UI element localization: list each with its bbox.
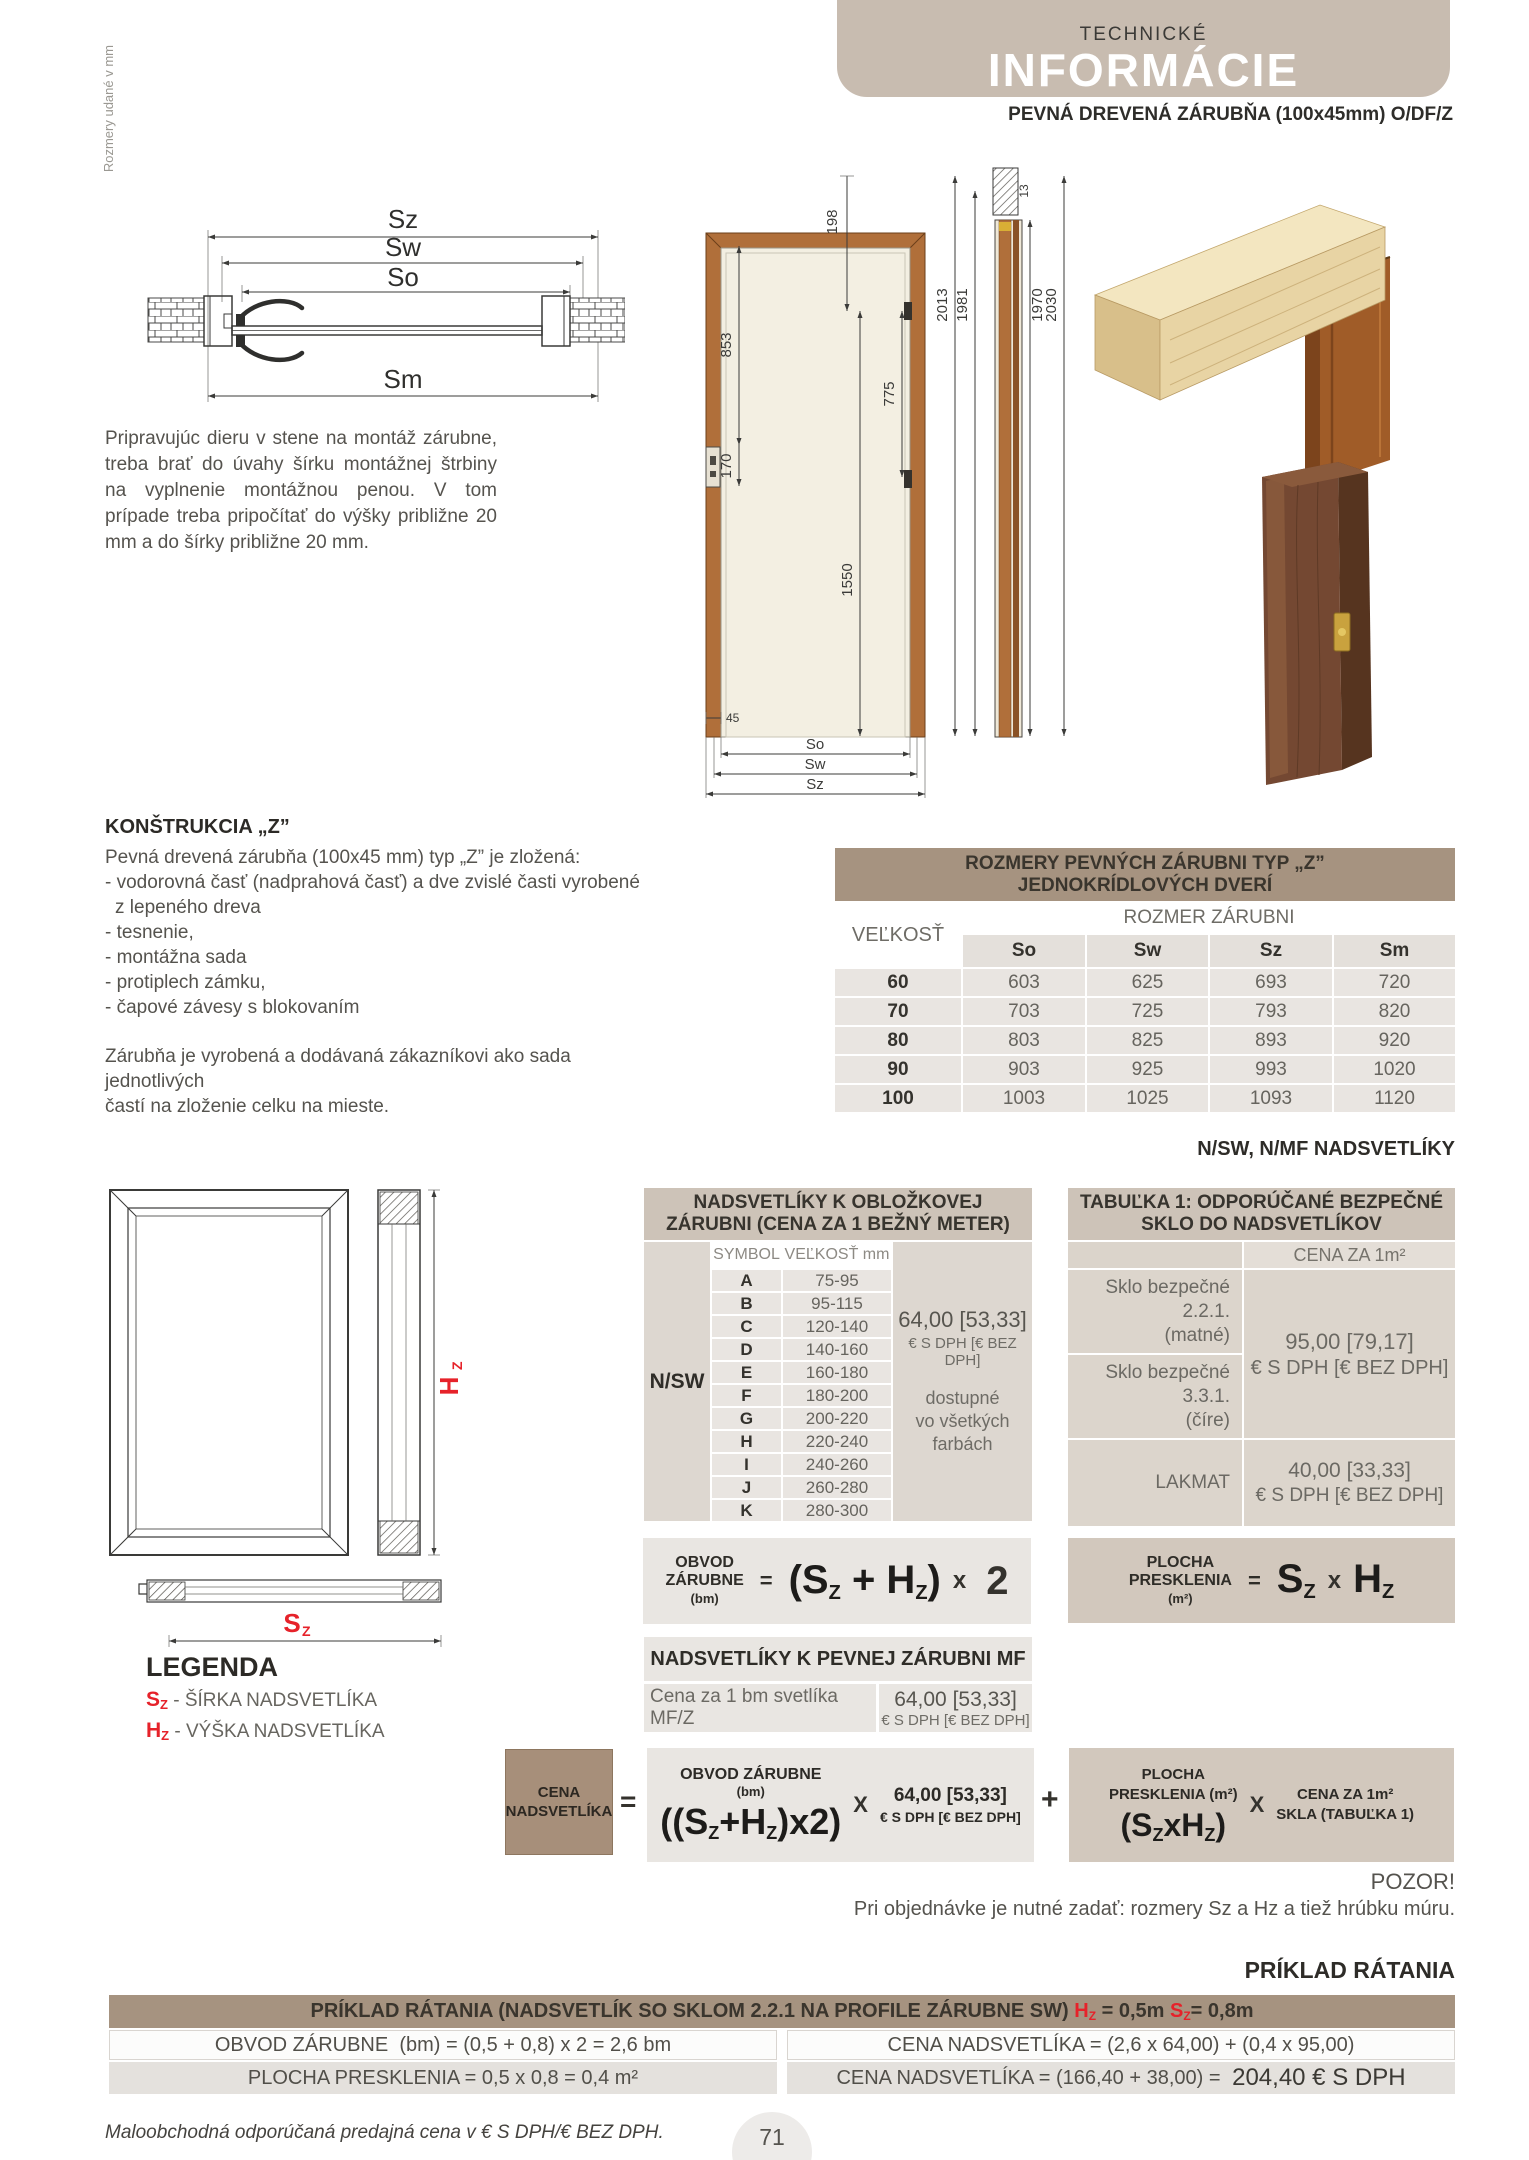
plocha-formula-box <box>1068 1538 1455 1623</box>
wood-render-images <box>1080 185 1460 805</box>
cena-obvod-col <box>660 1766 841 1844</box>
table-cell: 803 <box>963 1027 1085 1054</box>
mf-table-title: NADSVETLÍKY K PEVNEJ ZÁRUBNI MF <box>644 1637 1032 1681</box>
cena-plocha-l2: PRESKLENIA (m²) <box>1108 1785 1238 1803</box>
table-cell: 70 <box>835 998 961 1025</box>
glass-221-note: (matné) <box>1164 1324 1230 1346</box>
formula-sub: Z <box>708 1823 720 1843</box>
table-cell: 903 <box>963 1056 1085 1083</box>
symbol-cell: I <box>712 1454 781 1475</box>
plus-sign: + <box>1041 1783 1059 1816</box>
cena-obvod-l2: (bm) <box>736 1784 765 1799</box>
plocha-label-l1: PLOCHA <box>1146 1553 1215 1571</box>
table-cell: 1020 <box>1334 1056 1455 1083</box>
brick-wall-right <box>570 298 625 342</box>
konstrukcia-line: - tesnenie, <box>105 922 194 943</box>
size-cell: 95-115 <box>783 1293 891 1314</box>
legend-hz-sub: Z <box>161 1728 170 1743</box>
table-cell: 1120 <box>1334 1085 1455 1112</box>
dim-label-sz: Sz <box>387 204 419 234</box>
formula-part: ) <box>1215 1806 1227 1843</box>
size-cell: 200-220 <box>783 1408 891 1429</box>
header-banner <box>837 0 1450 97</box>
legend-sz-sub: Z <box>160 1697 168 1712</box>
priklad-hz-value: = 0,5m <box>1096 2000 1170 2022</box>
section2-heading: N/SW, N/MF NADSVETLÍKY <box>1197 1138 1455 1160</box>
table-cell: 80 <box>835 1027 961 1054</box>
formula-sub: Z <box>1381 1581 1395 1603</box>
symbol-cell: C <box>712 1316 781 1337</box>
table-cell: 100 <box>835 1085 961 1112</box>
konstrukcia-heading: KONŠTRUKCIA „Z” <box>105 816 290 838</box>
dim-label-sw: Sw <box>384 232 422 262</box>
col-header-velkost: VEĽKOSŤ <box>835 903 961 967</box>
tabulka1-title-line1: TABUĽKA 1: ODPORÚČANÉ BEZPEČNÉ <box>1079 1192 1444 1213</box>
glass-331-note: (číre) <box>1185 1409 1230 1431</box>
intro-paragraph: Pripravujúc dieru v stene na montáž zárubne, treba brať do úvahy šírku montážnej štrbiny na vyplnenie montážnou penou. V tom prípade treba pripočítať do výšky približne 20 mm a do šírky približne 20 mm. <box>105 428 497 553</box>
table-cell: 60 <box>835 969 961 996</box>
header-kicker: TECHNICKÉ <box>1079 24 1208 45</box>
col-group-header: ROZMER ZÁRUBNI <box>963 903 1455 933</box>
dim-so: So <box>805 736 825 753</box>
table-cell: 603 <box>963 969 1085 996</box>
lakmat-price: 40,00 [33,33] <box>1288 1459 1411 1482</box>
priklad-cell-plocha: PLOCHA PRESKLENIA = 0,5 x 0,8 = 0,4 m² <box>109 2062 777 2094</box>
price-vat-note: € S DPH [€ BEZ DPH] <box>908 1335 1017 1369</box>
formula-part: S <box>1276 1557 1304 1601</box>
mf-price: 64,00 [53,33] <box>894 1687 1017 1711</box>
formula-part: H <box>1353 1557 1382 1601</box>
dim-1981: 1981 <box>954 288 971 322</box>
page-subtitle: PEVNÁ DREVENÁ ZÁRUBŇA (100x45mm) O/DF/Z <box>1008 104 1453 125</box>
priklad-hz-sub: Z <box>1088 2009 1097 2023</box>
mf-table <box>644 1637 1032 1732</box>
priklad-heading: PRÍKLAD RÁTANIA <box>1244 1957 1455 1983</box>
mf-label: Cena za 1 bm svetlíka MF/Z <box>644 1684 876 1732</box>
legend-hz-text: - VÝŠKA NADSVETLÍKA <box>174 1721 385 1742</box>
symbol-cell: B <box>712 1293 781 1314</box>
times-sign: x <box>1327 1566 1342 1594</box>
size-cell: 180-200 <box>783 1385 891 1406</box>
plocha-formula2 <box>1353 1557 1394 1604</box>
formula-two: 2 <box>986 1558 1009 1603</box>
table-cell: 820 <box>1334 998 1455 1025</box>
dim-label-sm: Sm <box>383 364 423 394</box>
door-leaf <box>721 248 910 737</box>
dim-label-so: So <box>387 262 419 292</box>
obvod-label-l3: (bm) <box>690 1591 719 1606</box>
col-header-symbol: SYMBOL <box>712 1242 781 1268</box>
formula-sub: Z <box>1152 1824 1164 1845</box>
size-cell: 220-240 <box>783 1431 891 1452</box>
times-sign: X <box>1249 1792 1265 1817</box>
dim-1550: 1550 <box>839 563 856 597</box>
brick-wall-left <box>148 298 204 342</box>
mf-price-note: € S DPH [€ BEZ DPH] <box>881 1711 1030 1729</box>
symbol-cell: K <box>712 1500 781 1521</box>
konstrukcia-line: - protiplech zámku, <box>105 972 266 993</box>
plocha-label-l2: PRESKLENIA <box>1128 1571 1232 1589</box>
symbol-cell: D <box>712 1339 781 1360</box>
priklad-sz-sub: Z <box>1183 2009 1191 2023</box>
symbol-cell: E <box>712 1362 781 1383</box>
page-title: INFORMÁCIE <box>987 44 1300 96</box>
dim-sw: Sw <box>804 756 826 773</box>
table-cell: 1025 <box>1087 1085 1208 1112</box>
pozor-label: POZOR! <box>1370 1869 1455 1894</box>
cena-price-note: € S DPH [€ BEZ DPH] <box>879 1809 1021 1825</box>
dim-2030: 2030 <box>1043 288 1060 322</box>
page-number: 71 <box>759 2124 785 2150</box>
table-cell: 793 <box>1210 998 1332 1025</box>
formula-part: (S <box>788 1557 829 1602</box>
rozmery-table <box>835 848 1455 1112</box>
dim-2013: 2013 <box>934 288 951 322</box>
size-cell: 160-180 <box>783 1362 891 1383</box>
equals-sign: = <box>620 1786 637 1817</box>
lakmat-price-cell <box>1244 1440 1455 1526</box>
nadsvetlik-front-view <box>110 1190 348 1555</box>
empty-cell <box>1068 1242 1242 1268</box>
cena-box-l1: CENA <box>537 1784 581 1801</box>
priklad-cena-expr: CENA NADSVETLÍKA = (166,40 + 38,00) = <box>836 2066 1227 2089</box>
dim-198: 198 <box>824 209 841 235</box>
nadsvetliky-title-line1: NADSVETLÍKY K OBLOŽKOVEJ <box>693 1192 983 1213</box>
plocha-label-l3: (m²) <box>1168 1590 1193 1606</box>
nadsvetlik-side-profile <box>378 1190 420 1555</box>
obvod-formula-box <box>643 1538 1031 1624</box>
hinge-render <box>1334 613 1350 651</box>
formula-sub: Z <box>1303 1581 1316 1603</box>
col-header-velkost-mm: VEĽKOSŤ mm <box>783 1242 891 1268</box>
priklad-cell-obvod: OBVOD ZÁRUBNE (bm) = (0,5 + 0,8) x 2 = 2,6 bm <box>109 2030 777 2060</box>
size-cell: 140-160 <box>783 1339 891 1360</box>
priklad-table <box>109 1995 1455 2094</box>
symbol-cell: F <box>712 1385 781 1406</box>
glass-price: 95,00 [79,17] <box>1285 1328 1414 1354</box>
table-cell: 893 <box>1210 1027 1332 1054</box>
glass-price-cell <box>1244 1270 1455 1438</box>
door-elevation-diagram <box>690 160 1070 810</box>
symbol-cell: A <box>712 1270 781 1291</box>
tabulka1-title <box>1068 1188 1455 1240</box>
formula-part: (S <box>1120 1806 1153 1843</box>
size-cell: 240-260 <box>783 1454 891 1475</box>
legend-heading: LEGENDA <box>146 1652 279 1682</box>
col-header-so: So <box>963 935 1085 967</box>
wall-section-diagram <box>100 190 625 420</box>
table-cell: 693 <box>1210 969 1332 996</box>
legend-hz <box>146 1718 385 1749</box>
dim-sz-sub: Z <box>302 1623 311 1639</box>
dim-sz-main: S <box>283 1608 301 1638</box>
equals-sign: = <box>1247 1567 1261 1593</box>
times-sign: X <box>853 1792 868 1817</box>
group-label-nsw: N/SW <box>644 1242 710 1521</box>
cena-obvod-l1: OBVOD ZÁRUBNE <box>680 1766 822 1783</box>
priklad-sz-value: = 0,8m <box>1190 2000 1254 2022</box>
cena-nadsvetlika-box <box>505 1749 613 1855</box>
size-cell: 75-95 <box>783 1270 891 1291</box>
table-cell: 703 <box>963 998 1085 1025</box>
cena-sklo-l2: SKLA (TABUĽKA 1) <box>1276 1806 1415 1823</box>
availability-line: farbách <box>932 1434 993 1454</box>
size-cell: 280-300 <box>783 1500 891 1521</box>
pozor-note: Pri objednávke je nutné zadať: rozmery Sz a Hz a tiež hrúbku múru. <box>853 1898 1455 1920</box>
konstrukcia-outro: častí na zloženie celku na mieste. <box>105 1096 390 1117</box>
cena-price-col <box>880 1785 1021 1825</box>
nadsvetliky-price-cell <box>893 1242 1032 1521</box>
footer-note: Maloobchodná odporúčaná predajná cena v € S DPH/€ BEZ DPH. <box>105 2122 664 2143</box>
equals-sign: = <box>759 1568 773 1593</box>
cena-price: 64,00 [53,33] <box>893 1785 1007 1806</box>
glass-type-cell <box>1068 1355 1242 1438</box>
glass-type-cell <box>1068 1270 1242 1353</box>
tabulka1 <box>1068 1188 1455 1526</box>
priklad-hz: H <box>1074 2000 1089 2022</box>
formula-sub: Z <box>766 1823 778 1843</box>
legend-sz <box>146 1687 385 1718</box>
cena-sklo-col <box>1276 1785 1414 1825</box>
page-number-badge <box>732 2112 812 2160</box>
symbol-cell: G <box>712 1408 781 1429</box>
formula-part: ) <box>927 1557 941 1602</box>
cena-plocha-l1: PLOCHA <box>1141 1765 1205 1783</box>
formula-sub: Z <box>1204 1824 1216 1845</box>
symbol-cell: H <box>712 1431 781 1452</box>
table-cell: 925 <box>1087 1056 1208 1083</box>
obvod-label-l2: ZÁRUBNE <box>665 1572 744 1589</box>
plocha-formula <box>1277 1557 1316 1604</box>
render-frame-vertical <box>1262 462 1372 785</box>
formula-part: )x2) <box>777 1801 842 1842</box>
col-header-sm: Sm <box>1334 935 1455 967</box>
formula-sub: Z <box>828 1581 841 1604</box>
table-cell: 825 <box>1087 1027 1208 1054</box>
mf-price-cell <box>879 1684 1032 1732</box>
dim-170: 170 <box>718 453 735 479</box>
dim-1970: 1970 <box>1029 288 1046 322</box>
legend <box>146 1652 385 1749</box>
table-cell: 90 <box>835 1056 961 1083</box>
tabulka1-title-line2: SKLO DO NADSVETLÍKOV <box>1141 1214 1382 1235</box>
cena-obvod-box <box>647 1748 1034 1862</box>
times-sign: x <box>952 1567 967 1594</box>
nadsvetlik-diagram <box>100 1180 470 1660</box>
render-frame-corner <box>1095 205 1390 488</box>
glass-price-note: € S DPH [€ BEZ DPH] <box>1250 1356 1449 1379</box>
frame-profile-right <box>542 296 570 346</box>
formula-sub: Z <box>915 1581 928 1604</box>
konstrukcia-line: - čapové závesy s blokovaním <box>105 997 360 1018</box>
table-cell: 1003 <box>963 1085 1085 1112</box>
frame-side-profile <box>995 220 1022 737</box>
nadsvetliky-title-line2: ZÁRUBNI (CENA ZA 1 BEŽNÝ METER) <box>666 1214 1010 1235</box>
dim-45: 45 <box>726 711 740 725</box>
priklad-table-header <box>109 1995 1455 2028</box>
konstrukcia-line: - vodorovná časť (nadprahová časť) a dve zvislé časti vyrobené <box>105 872 640 893</box>
dim-13: 13 <box>1017 184 1031 198</box>
legend-hz-symbol: H <box>146 1719 162 1742</box>
rozmery-title-line1: ROZMERY PEVNÝCH ZÁRUBNI TYP „Z” <box>965 853 1325 874</box>
obvod-label-l1: OBVOD <box>675 1554 734 1571</box>
nadsvetliky-table <box>644 1188 1032 1521</box>
dim-sz: Sz <box>806 776 824 793</box>
konstrukcia-section <box>105 816 645 1119</box>
dim-775: 775 <box>881 381 898 407</box>
cena-plocha-col <box>1109 1765 1238 1846</box>
cena-plocha-box <box>1069 1748 1454 1862</box>
formula-part: xH <box>1163 1806 1205 1843</box>
konstrukcia-line: Pevná drevená zárubňa (100x45 mm) typ „Z” je zložená: <box>105 847 581 868</box>
priklad-cell-cena1: CENA NADSVETLÍKA = (2,6 x 64,00) + (0,4 x 95,00) <box>787 2030 1455 2060</box>
lakmat-cell: LAKMAT <box>1068 1440 1242 1526</box>
legend-sz-text: - ŠÍRKA NADSVETLÍKA <box>173 1690 378 1711</box>
cena-plocha-formula <box>1109 1807 1238 1846</box>
dim-hz-main: H <box>434 1376 464 1396</box>
nadsvetlik-bottom-profile <box>139 1580 441 1602</box>
hinge-bottom <box>904 470 912 488</box>
glass-221: Sklo bezpečné 2.2.1. <box>1105 1276 1230 1322</box>
symbol-cell: J <box>712 1477 781 1498</box>
side-note: Rozmery udané v mm <box>101 45 116 173</box>
obvod-formula <box>789 1558 941 1605</box>
cena-sklo-l1: CENA ZA 1m² <box>1296 1786 1394 1803</box>
cena-obvod-formula <box>660 1801 841 1844</box>
col-header-sz: Sz <box>1210 935 1332 967</box>
dim-hz-sub: Z <box>449 1361 465 1370</box>
formula-part: ((S <box>660 1801 709 1842</box>
availability-line: vo všetkých <box>915 1411 1010 1431</box>
dim-853: 853 <box>718 332 735 358</box>
priklad-sz: S <box>1169 2000 1184 2022</box>
glass-331: Sklo bezpečné 3.3.1. <box>1105 1361 1230 1407</box>
table-cell: 993 <box>1210 1056 1332 1083</box>
table-cell: 720 <box>1334 969 1455 996</box>
legend-sz-symbol: S <box>146 1688 161 1711</box>
obvod-label <box>666 1554 744 1608</box>
size-cell: 120-140 <box>783 1316 891 1337</box>
lakmat-price-note: € S DPH [€ BEZ DPH] <box>1255 1485 1444 1506</box>
size-cell: 260-280 <box>783 1477 891 1498</box>
table-cell: 920 <box>1334 1027 1455 1054</box>
nadsvetliky-table-title <box>644 1188 1032 1240</box>
priklad-cell-cena2 <box>787 2062 1455 2094</box>
table-cell: 725 <box>1087 998 1208 1025</box>
plocha-label <box>1129 1554 1232 1608</box>
col-header-cena: CENA ZA 1m² <box>1244 1242 1455 1268</box>
konstrukcia-line: - montážna sada <box>105 947 247 968</box>
priklad-header-text: PRÍKLAD RÁTANIA (NADSVETLÍK SO SKLOM 2.2.1 NA PROFILE ZÁRUBNE SW) <box>310 2000 1075 2022</box>
table-cell: 625 <box>1087 969 1208 996</box>
hinge-top <box>904 302 912 320</box>
rozmery-title-line2: JEDNOKRÍDLOVÝCH DVERÍ <box>1017 875 1273 896</box>
cena-box-l2: NADSVETLÍKA <box>505 1803 613 1820</box>
konstrukcia-outro: Zárubňa je vyrobená a dodávaná zákazníkovi ako sada jednotlivých <box>105 1046 571 1092</box>
formula-part: +H <box>719 1801 767 1842</box>
table-cell: 1093 <box>1210 1085 1332 1112</box>
priklad-cena-total: 204,40 € S DPH <box>1232 2064 1406 2091</box>
col-header-sw: Sw <box>1087 935 1208 967</box>
formula-part: + H <box>840 1557 916 1602</box>
konstrukcia-line: z lepeného dreva <box>115 897 261 918</box>
rozmery-table-title <box>835 848 1455 901</box>
profile-top-piece <box>993 168 1018 215</box>
availability-line: dostupné <box>925 1388 1000 1408</box>
price-with-vat: 64,00 [53,33] <box>898 1307 1027 1332</box>
